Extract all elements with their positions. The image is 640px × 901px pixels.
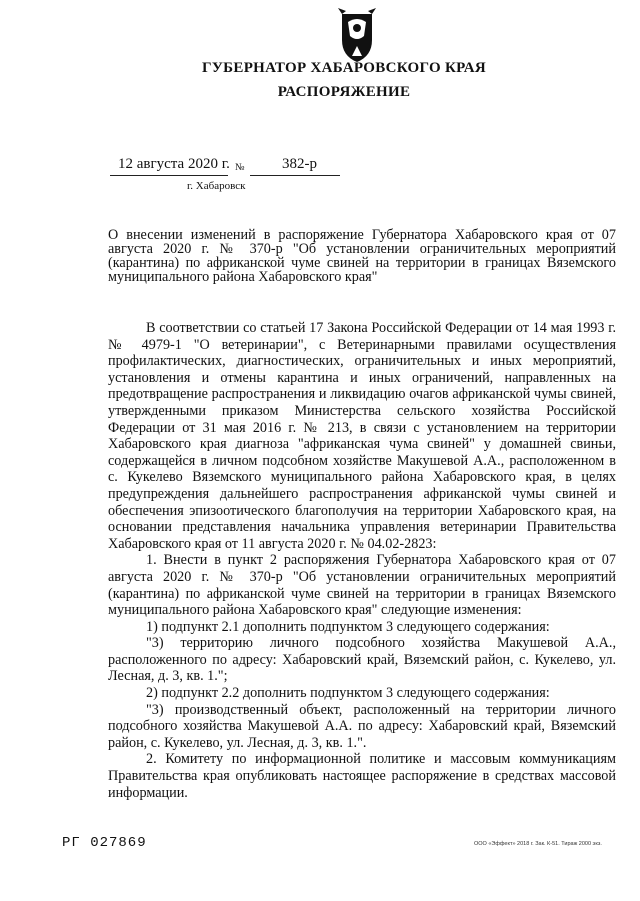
number-underline <box>250 175 340 176</box>
date-underline <box>110 175 228 176</box>
paragraph: "3) производственный объект, расположенный на территории личного подсобного хозяйства Макушевой А.А. по адресу: Хабаровский край, Вяземский район, с. Кукелево, ул. Лесная, д. 3, кв. 1.". <box>108 701 616 751</box>
document-type: РАСПОРЯЖЕНИЕ <box>277 84 411 100</box>
number-label: № <box>235 162 245 173</box>
form-code: РГ 027869 <box>62 835 147 851</box>
coat-of-arms-icon <box>334 6 380 64</box>
paragraph: 2) подпункт 2.2 дополнить подпунктом 3 следующего содержания: <box>146 685 550 702</box>
paragraph: 1. Внести в пункт 2 распоряжения Губернатора Хабаровского края от 07 августа 2020 г. № 370-р "Об установлении ограничительных мероприятий (карантина) по африканской чуме свиней на территории в границах Вяземского муниципального района Хабаровского края" следующие изменения: <box>108 552 616 619</box>
document-date: 12 августа 2020 г. <box>118 156 230 172</box>
paragraph: В соответствии со статьей 17 Закона Российской Федерации от 14 мая 1993 г. № 4979-1 "О ветеринарии", с Ветеринарными правилами осуществления профилактических, диагностических, ограничительных и иных мероприятий, установления и отмены карантина и иных ограничений, направленных на предотвращение распространения и ликвидацию очагов африканской чумы свиней, утвержденными приказом Министерства сельского хозяйства Российской Федерации от 31 мая 2016 г. № 213, в связи с установлением на территории Хабаровского края диагноза "африканская чума свиней" у домашней свиньи, содержащейся в личном подсобном хозяйстве Макушевой А.А., расположенном в с. Кукелево Вяземского муниципального района Хабаровского края, в целях предупреждения дальнейшего распространения африканской чумы свиней и обеспечения эпизоотического благополучия на территории Хабаровского края, на основании представления начальника управления ветеринарии Правительства Хабаровского края от 11 августа 2020 г. № 04.02-2823: <box>108 320 616 552</box>
document-body <box>108 320 616 801</box>
print-info: ООО «Эффект» 2018 г. Зак. К-51. Тираж 2000 экз. <box>474 841 602 847</box>
paragraph: 2. Комитету по информационной политике и массовым коммуникациям Правительства края опубликовать настоящее распоряжение в средствах массовой информации. <box>108 751 616 801</box>
issue-city: г. Хабаровск <box>187 180 246 192</box>
document-title: О внесении изменений в распоряжение Губернатора Хабаровского края от 07 августа 2020 г. № 370-р "Об установлении ограничительных мероприятий (карантина) по африканской чуме свиней на территории в границах Вяземского муниципального района Хабаровского края" <box>108 227 616 285</box>
document-number: 382-р <box>282 156 317 172</box>
paragraph: "3) территорию личного подсобного хозяйства Макушевой А.А., расположенного по адресу: Хабаровский край, Вяземский район, с. Кукелево, ул. Лесная, д. 3, кв. 1."; <box>108 635 616 685</box>
issuing-authority: ГУБЕРНАТОР ХАБАРОВСКОГО КРАЯ <box>202 60 486 76</box>
paragraph: 1) подпункт 2.1 дополнить подпунктом 3 следующего содержания: <box>146 618 550 635</box>
